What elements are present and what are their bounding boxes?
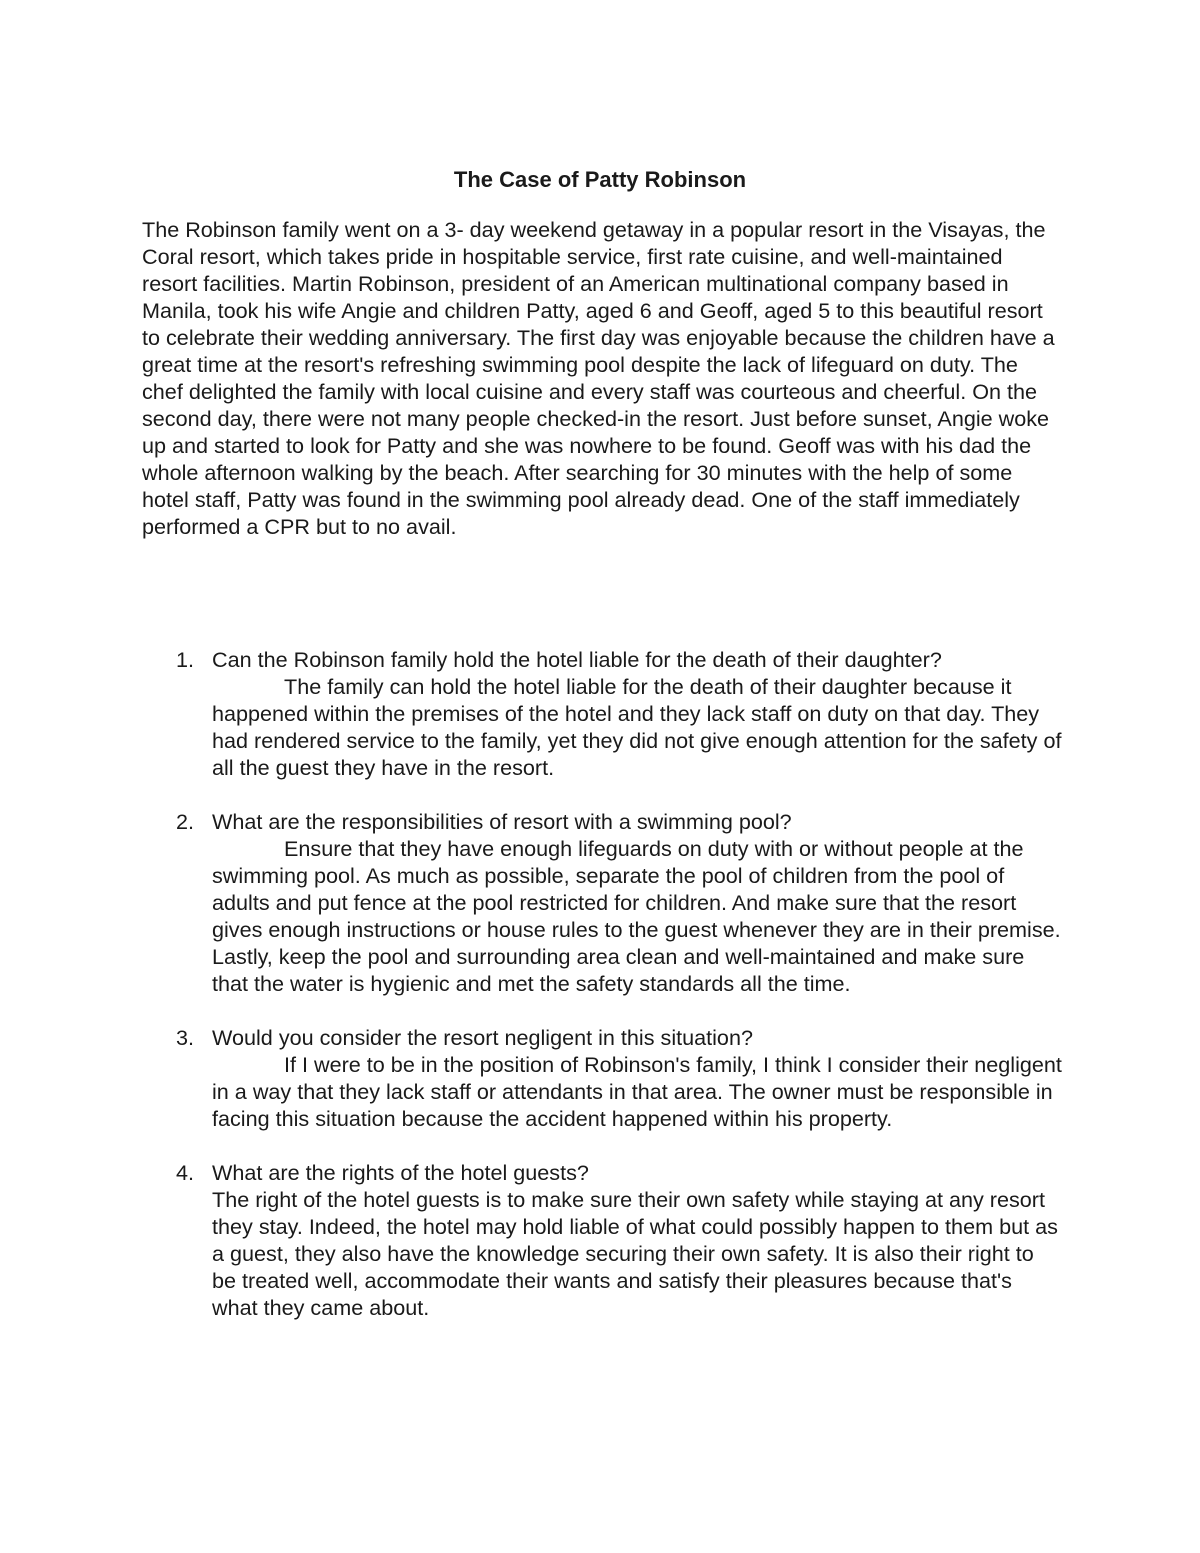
question-item-3 bbox=[142, 1024, 1062, 1132]
question-text: Would you consider the resort negligent in this situation? bbox=[212, 1025, 753, 1050]
case-narrative: The Robinson family went on a 3- day weekend getaway in a popular resort in the Visayas, the Coral resort, which takes pride in hospitable service, first rate cuisine, and well-maintained resort facilities. Martin Robinson, president of an American multinational company based in Manila, took his wife Angie and children Patty, aged 6 and Geoff, aged 5 to this beautiful resort to celebrate their wedding anniversary. The first day was enjoyable because the children have a great time at the resort's refreshing swimming pool despite the lack of lifeguard on duty. The chef delighted the family with local cuisine and every staff was courteous and cheerful. On the second day, there were not many people checked-in the resort. Just before sunset, Angie woke up and started to look for Patty and she was nowhere to be found. Geoff was with his dad the whole afternoon walking by the beach. After searching for 30 minutes with the help of some hotel staff, Patty was found in the swimming pool already dead. One of the staff immediately performed a CPR but to no avail. bbox=[142, 217, 1055, 539]
question-number: 4. bbox=[176, 1160, 195, 1185]
answer-text: Ensure that they have enough lifeguards on duty with or without people at the swimming pool. As much as possible, separate the pool of children from the pool of adults and put fence at the pool restricted for children. And make sure that the resort gives enough instructions or house rules to the guest whenever they are in their premise. Lastly, keep the pool and surrounding area clean and well-maintained and make sure that the water is hygienic and met the safety standards all the time. bbox=[212, 836, 1061, 996]
answer-text: The right of the hotel guests is to make sure their own safety while staying at any resort they stay. Indeed, the hotel may hold liable of what could possibly happen to them but as a guest, they also have the knowledge securing their own safety. It is also their right to be treated well, accommodate their wants and satisfy their pleasures because that's what they came about. bbox=[212, 1187, 1058, 1320]
document-title: The Case of Patty Robinson bbox=[453, 167, 747, 192]
answer-text: If I were to be in the position of Robinson's family, I think I consider their negligent in a way that they lack staff or attendants in that area. The owner must be responsible in facing this situation because the accident happened within his property. bbox=[212, 1052, 1062, 1131]
question-text: What are the responsibilities of resort with a swimming pool? bbox=[212, 809, 792, 834]
question-number: 2. bbox=[176, 809, 195, 834]
question-item-4 bbox=[142, 1159, 1062, 1321]
answer-text: The family can hold the hotel liable for the death of their daughter because it happened within the premises of the hotel and they lack staff on duty on that day. They had rendered service to the family, yet they did not give enough attention for the safety of all the guest they have in the resort. bbox=[212, 674, 1062, 780]
question-list bbox=[142, 646, 1062, 1348]
question-number: 1. bbox=[176, 647, 195, 672]
question-text: Can the Robinson family hold the hotel liable for the death of their daughter? bbox=[212, 647, 942, 672]
question-text: What are the rights of the hotel guests? bbox=[212, 1160, 589, 1185]
question-number: 3. bbox=[176, 1025, 195, 1050]
question-item-1 bbox=[142, 646, 1062, 781]
question-item-2 bbox=[142, 808, 1062, 997]
